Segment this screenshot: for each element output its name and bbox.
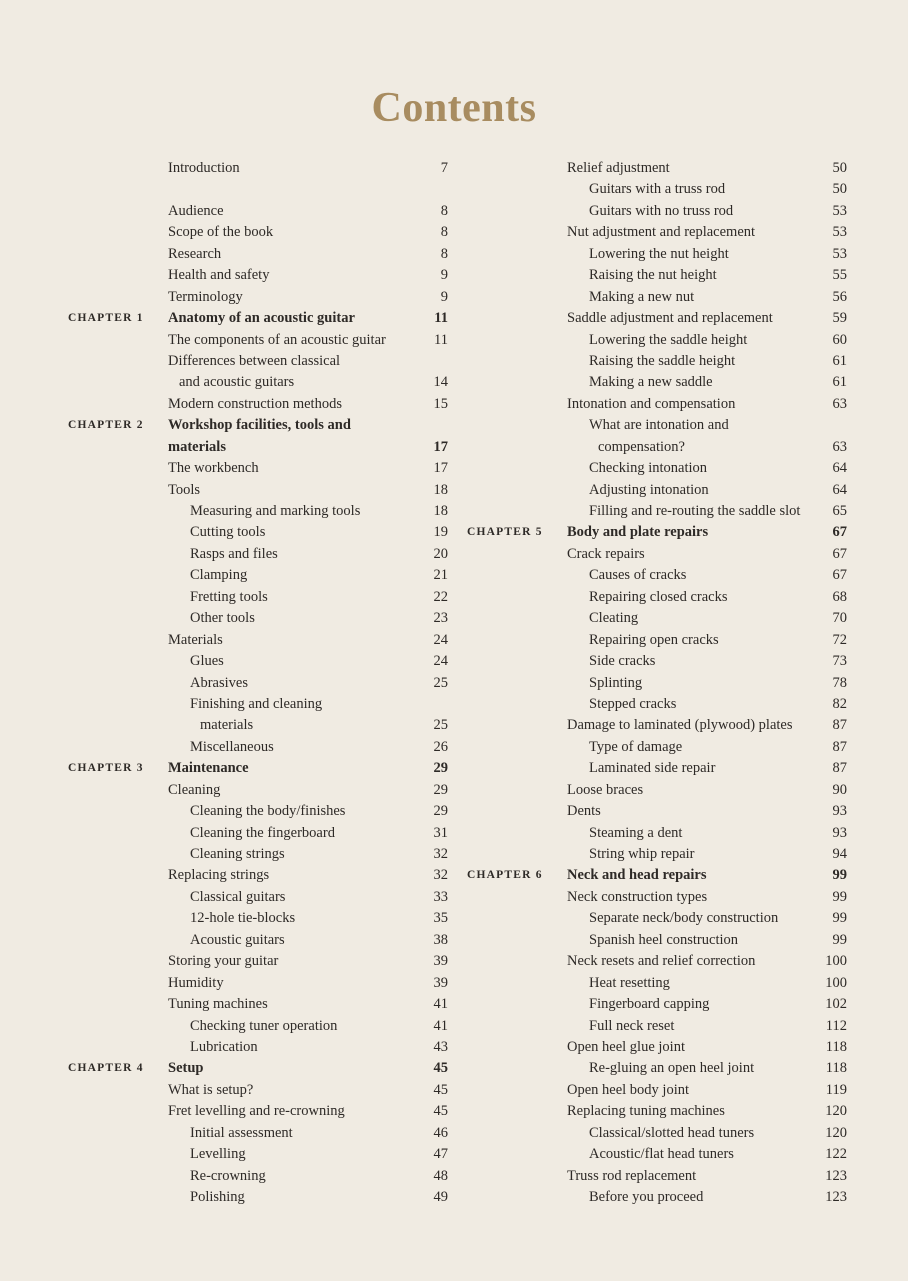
page-number: 9 [440,288,448,305]
page-number: 45 [433,1081,448,1098]
page-number: 11 [434,310,448,327]
toc-entry [0,608,460,629]
toc-entry [0,565,460,586]
entry-title: Steaming a dent [589,824,683,841]
toc-column-left [0,158,460,1208]
entry-title: Checking tuner operation [190,1017,338,1034]
toc-entry [0,651,460,672]
toc-entry [460,415,908,436]
page-number: 9 [440,267,448,284]
entry-title: Cleaning the body/finishes [190,803,346,820]
chapter-entry [460,522,908,543]
page-number: 39 [433,953,448,970]
page-number: 41 [433,996,448,1013]
page-number: 87 [832,738,847,755]
page-number: 48 [433,1167,448,1184]
entry-title: Laminated side repair [589,760,716,777]
entry-title: Tools [168,481,201,498]
page-number: 123 [825,1189,847,1205]
entry-title: Miscellaneous [190,738,274,755]
page-number: 29 [433,803,448,820]
toc-entry [460,973,908,994]
entry-title: What are intonation and [589,417,729,434]
entry-title: Raising the saddle height [589,352,736,369]
entry-title: Type of damage [589,738,683,755]
entry-title: Workshop facilities, tools and [168,417,351,434]
toc-entry [460,887,908,908]
page-number: 72 [832,631,847,648]
entry-title: Acoustic/flat head tuners [589,1146,734,1163]
entry-title: Side cracks [589,653,656,670]
toc-entry [460,1080,908,1101]
entry-title: Setup [168,1060,204,1077]
toc-entry [460,630,908,651]
toc-entry [0,973,460,994]
toc-entry [460,158,908,179]
entry-title: Tuning machines [168,996,268,1013]
toc-entry [460,715,908,736]
page-number: 118 [825,1060,847,1077]
page-number: 32 [433,867,448,884]
entry-title: Materials [168,631,223,648]
toc-entry [460,1037,908,1058]
toc-entry [460,244,908,265]
toc-entry [0,265,460,286]
toc-entry [0,351,460,372]
entry-title: Filling and re-routing the saddle slot [589,503,801,519]
toc-entry [0,951,460,972]
page-number: 11 [434,331,448,348]
page-number: 39 [433,974,448,991]
page-number: 45 [433,1103,448,1120]
page-number: 100 [825,953,847,970]
toc-entry [460,544,908,565]
entry-title: Humidity [168,974,224,991]
page-number: 99 [832,888,847,905]
page-number: 99 [832,910,847,927]
toc-entry [0,522,460,543]
entry-title: Lowering the saddle height [589,331,748,348]
toc-entry [0,737,460,758]
toc-entry [460,758,908,779]
entry-title: Before you proceed [589,1189,704,1205]
page-number: 46 [433,1124,448,1141]
page-number: 18 [433,481,448,498]
toc-entry [0,1187,460,1208]
toc-entry [0,1016,460,1037]
entry-title: Maintenance [168,760,249,777]
page-number: 60 [832,331,847,348]
entry-title: Nut adjustment and replacement [567,224,756,241]
chapter-entry [0,758,460,779]
chapter-label: CHAPTER 3 [68,762,144,775]
page-number: 50 [832,160,847,176]
page-number: 50 [832,181,847,198]
entry-title: Re-crowning [190,1167,266,1184]
entry-title: Repairing closed cracks [589,588,728,605]
entry-title: Abrasives [190,674,248,691]
page-number: 33 [433,888,448,905]
page-number: 43 [433,1038,448,1055]
entry-title: Stepped cracks [589,695,677,712]
page-number: 123 [825,1167,847,1184]
page-number: 56 [832,288,847,305]
page-number: 87 [832,717,847,734]
entry-title: Rasps and files [190,545,278,562]
entry-title: Repairing open cracks [589,631,719,648]
entry-title: Modern construction methods [168,395,342,412]
page-number: 120 [825,1124,847,1141]
entry-title: Damage to laminated (plywood) plates [567,717,793,734]
entry-title: materials [200,717,254,734]
entry-title: Cleaning the fingerboard [190,824,335,841]
page-number: 20 [433,545,448,562]
entry-title: Making a new saddle [589,374,713,391]
page-number: 120 [825,1103,847,1120]
page-number: 35 [433,910,448,927]
page-number: 65 [832,503,847,519]
toc-entry [460,201,908,222]
entry-title: Other tools [190,610,255,627]
page-number: 53 [832,202,847,219]
page-number: 70 [832,610,847,627]
chapter-label: CHAPTER 6 [467,869,543,882]
page-number: 24 [433,653,448,670]
toc-entry [0,330,460,351]
page-number: 53 [832,245,847,262]
entry-title: Intonation and compensation [567,395,736,412]
page-number: 67 [832,524,847,541]
page-number: 8 [440,202,448,219]
chapter-entry [460,865,908,886]
page-number: 38 [433,931,448,948]
page-number: 29 [433,760,448,777]
toc-entry [460,1144,908,1165]
entry-title: Adjusting intonation [589,481,709,498]
page-number: 18 [433,503,448,520]
toc-entry [0,887,460,908]
entry-title: Open heel glue joint [567,1038,685,1055]
entry-title: Replacing tuning machines [567,1103,725,1120]
toc-entry [0,501,460,522]
toc-entry [460,287,908,308]
entry-title: Causes of cracks [589,567,687,584]
entry-title: Open heel body joint [567,1081,690,1098]
page-number: 61 [832,374,847,391]
toc-entry [460,265,908,286]
page-number: 64 [832,481,847,498]
chapter-entry [0,1058,460,1079]
chapter-entry [0,308,460,329]
entry-title: String whip repair [589,846,695,862]
page-number: 100 [825,974,847,991]
entry-title: Crack repairs [567,545,645,562]
toc-entry [460,780,908,801]
chapter-label: CHAPTER 4 [68,1062,144,1075]
page-number: 8 [440,224,448,241]
entry-title: Measuring and marking tools [190,503,361,520]
entry-title: Guitars with a truss rod [589,181,726,198]
page-number: 59 [832,310,847,327]
page-number: 17 [433,438,448,455]
page-number: 119 [825,1081,847,1098]
toc-entry [460,737,908,758]
toc-entry [0,394,460,415]
page-number: 22 [433,588,448,605]
chapter-entry [0,415,460,436]
toc-entry [460,458,908,479]
entry-title: Classical guitars [190,888,286,905]
entry-title: Finishing and cleaning [190,695,323,712]
toc-entry [460,351,908,372]
entry-title: Heat resetting [589,974,670,991]
toc-entry [460,651,908,672]
toc-entry [0,994,460,1015]
toc-entry [0,1101,460,1122]
toc-entry [460,1187,908,1208]
page-number: 15 [433,395,448,412]
entry-title: Cleaning [168,781,221,798]
entry-title: Re-gluing an open heel joint [589,1060,755,1077]
page-number: 32 [433,846,448,863]
toc-entry [460,951,908,972]
entry-title: Lubrication [190,1038,258,1055]
entry-title: Checking intonation [589,460,707,477]
page-number: 41 [433,1017,448,1034]
toc-entry [460,308,908,329]
entry-title: Research [168,245,222,262]
page-number: 23 [433,610,448,627]
page-number: 55 [832,267,847,284]
toc-entry [460,1101,908,1122]
entry-title: Spanish heel construction [589,931,739,948]
page-number: 67 [832,545,847,562]
entry-title: Cleaning strings [190,846,285,863]
page-number: 25 [433,717,448,734]
toc-entry [0,673,460,694]
entry-title: Full neck reset [589,1017,675,1034]
page-number: 14 [433,374,448,391]
toc-entry [460,179,908,200]
page-number: 93 [832,824,847,841]
entry-title: Initial assessment [190,1124,293,1141]
entry-title: Splinting [589,674,643,691]
toc-entry [0,544,460,565]
toc-entry [0,587,460,608]
page-number: 63 [832,395,847,412]
entry-title: Differences between classical [168,352,341,369]
chapter-label: CHAPTER 5 [467,526,543,539]
toc-entry [460,801,908,822]
toc-entry [460,823,908,844]
page-number: 17 [433,460,448,477]
entry-title: materials [168,438,226,455]
toc-entry [460,587,908,608]
page-number: 122 [825,1146,847,1163]
toc-entry [0,437,460,458]
entry-title: Introduction [168,160,240,176]
page-number: 93 [832,803,847,820]
page-number: 67 [832,567,847,584]
page-number: 73 [832,653,847,670]
entry-title: Acoustic guitars [190,931,285,948]
toc-entry [0,1166,460,1187]
toc-entry [460,844,908,865]
page-number: 47 [433,1146,448,1163]
page-number: 64 [832,460,847,477]
toc-entry [460,1016,908,1037]
toc-entry [0,222,460,243]
page-number: 78 [832,674,847,691]
page-number: 99 [832,931,847,948]
page-number: 26 [433,738,448,755]
page-number: 102 [825,996,847,1013]
entry-title: Making a new nut [589,288,695,305]
entry-title: Loose braces [567,781,644,798]
page-number: 118 [825,1038,847,1055]
page-number: 94 [832,846,847,862]
toc-entry [0,480,460,501]
page-number: 25 [433,674,448,691]
entry-title: Terminology [168,288,243,305]
entry-title: Replacing strings [168,867,270,884]
page-title: Contents [371,85,537,131]
toc-entry [460,1058,908,1079]
entry-title: Raising the nut height [589,267,717,284]
toc-entry [460,480,908,501]
toc-entry [0,908,460,929]
toc-entry [460,372,908,393]
toc-entry [0,372,460,393]
entry-title: 12-hole tie-blocks [190,910,296,927]
toc-entry [460,673,908,694]
entry-title: The workbench [168,460,259,477]
page-number: 31 [433,824,448,841]
toc-entry [0,179,460,222]
toc-entry [0,865,460,886]
entry-title: Neck construction types [567,888,708,905]
page-number: 82 [832,695,847,712]
entry-title: Anatomy of an acoustic guitar [168,310,355,327]
toc-entry [0,1123,460,1144]
entry-title: Storing your guitar [168,953,279,970]
page-number: 68 [832,588,847,605]
toc-entry [0,630,460,651]
page-number: 63 [832,438,847,455]
toc-entry [460,1123,908,1144]
entry-title: Polishing [190,1189,245,1206]
page-number: 7 [440,160,448,176]
entry-title: Cleating [589,610,639,627]
toc-entry [460,330,908,351]
page-number: 87 [832,760,847,777]
toc-entry [0,715,460,736]
entry-title: Saddle adjustment and replacement [567,310,773,327]
toc-entry [460,994,908,1015]
toc-entry [460,501,908,522]
toc-entry [460,437,908,458]
toc-entry [460,1166,908,1187]
chapter-label: CHAPTER 2 [68,419,144,432]
entry-title: Neck and head repairs [567,867,707,884]
page-number: 112 [825,1017,847,1034]
entry-title: Fingerboard capping [589,996,710,1013]
entry-title: Separate neck/body construction [589,910,779,927]
toc-entry [0,801,460,822]
toc-entry [0,1037,460,1058]
entry-title: compensation? [598,438,685,455]
toc-entry [0,244,460,265]
toc-entry [460,608,908,629]
toc-entry [460,565,908,586]
toc-entry [0,158,460,179]
entry-title: Guitars with no truss rod [589,202,734,219]
page-number: 21 [433,567,448,584]
toc-entry [460,694,908,715]
page-number: 8 [440,245,448,262]
entry-title: Truss rod replacement [567,1167,697,1184]
toc-entry [0,930,460,951]
entry-title: Audience [168,202,224,219]
page-number: 61 [832,352,847,369]
entry-title: Classical/slotted head tuners [589,1124,755,1141]
page-number: 45 [433,1060,448,1077]
toc-entry [460,222,908,243]
page-number: 19 [433,524,448,541]
entry-title: Levelling [190,1146,246,1163]
toc-entry [0,458,460,479]
entry-title: Body and plate repairs [567,524,709,541]
entry-title: What is setup? [168,1081,254,1098]
entry-title: Relief adjustment [567,160,670,176]
page-number: 49 [433,1189,448,1206]
toc-entry [0,1144,460,1165]
chapter-label: CHAPTER 1 [68,312,144,325]
toc-entry [0,1080,460,1101]
toc-entry [460,908,908,929]
entry-title: Dents [567,803,601,820]
toc-entry [460,394,908,415]
toc-column-right [460,158,908,1208]
entry-title: Lowering the nut height [589,245,729,262]
entry-title: Neck resets and relief correction [567,953,756,970]
entry-title: Fretting tools [190,588,268,605]
toc-entry [0,694,460,715]
entry-title: Health and safety [168,267,270,284]
entry-title: and acoustic guitars [179,374,295,391]
page-number: 53 [832,224,847,241]
entry-title: Glues [190,653,224,670]
toc-entry [0,287,460,308]
toc-entry [0,844,460,865]
entry-title: Fret levelling and re-crowning [168,1103,345,1120]
toc-entry [0,780,460,801]
entry-title: The components of an acoustic guitar [168,331,386,348]
entry-title: Clamping [190,567,248,584]
page-number: 90 [832,781,847,798]
page-number: 29 [433,781,448,798]
entry-title: Cutting tools [190,524,266,541]
page-number: 99 [832,867,847,884]
toc-entry [0,823,460,844]
toc-entry [460,930,908,951]
entry-title: Scope of the book [168,224,274,241]
page-number: 24 [433,631,448,648]
